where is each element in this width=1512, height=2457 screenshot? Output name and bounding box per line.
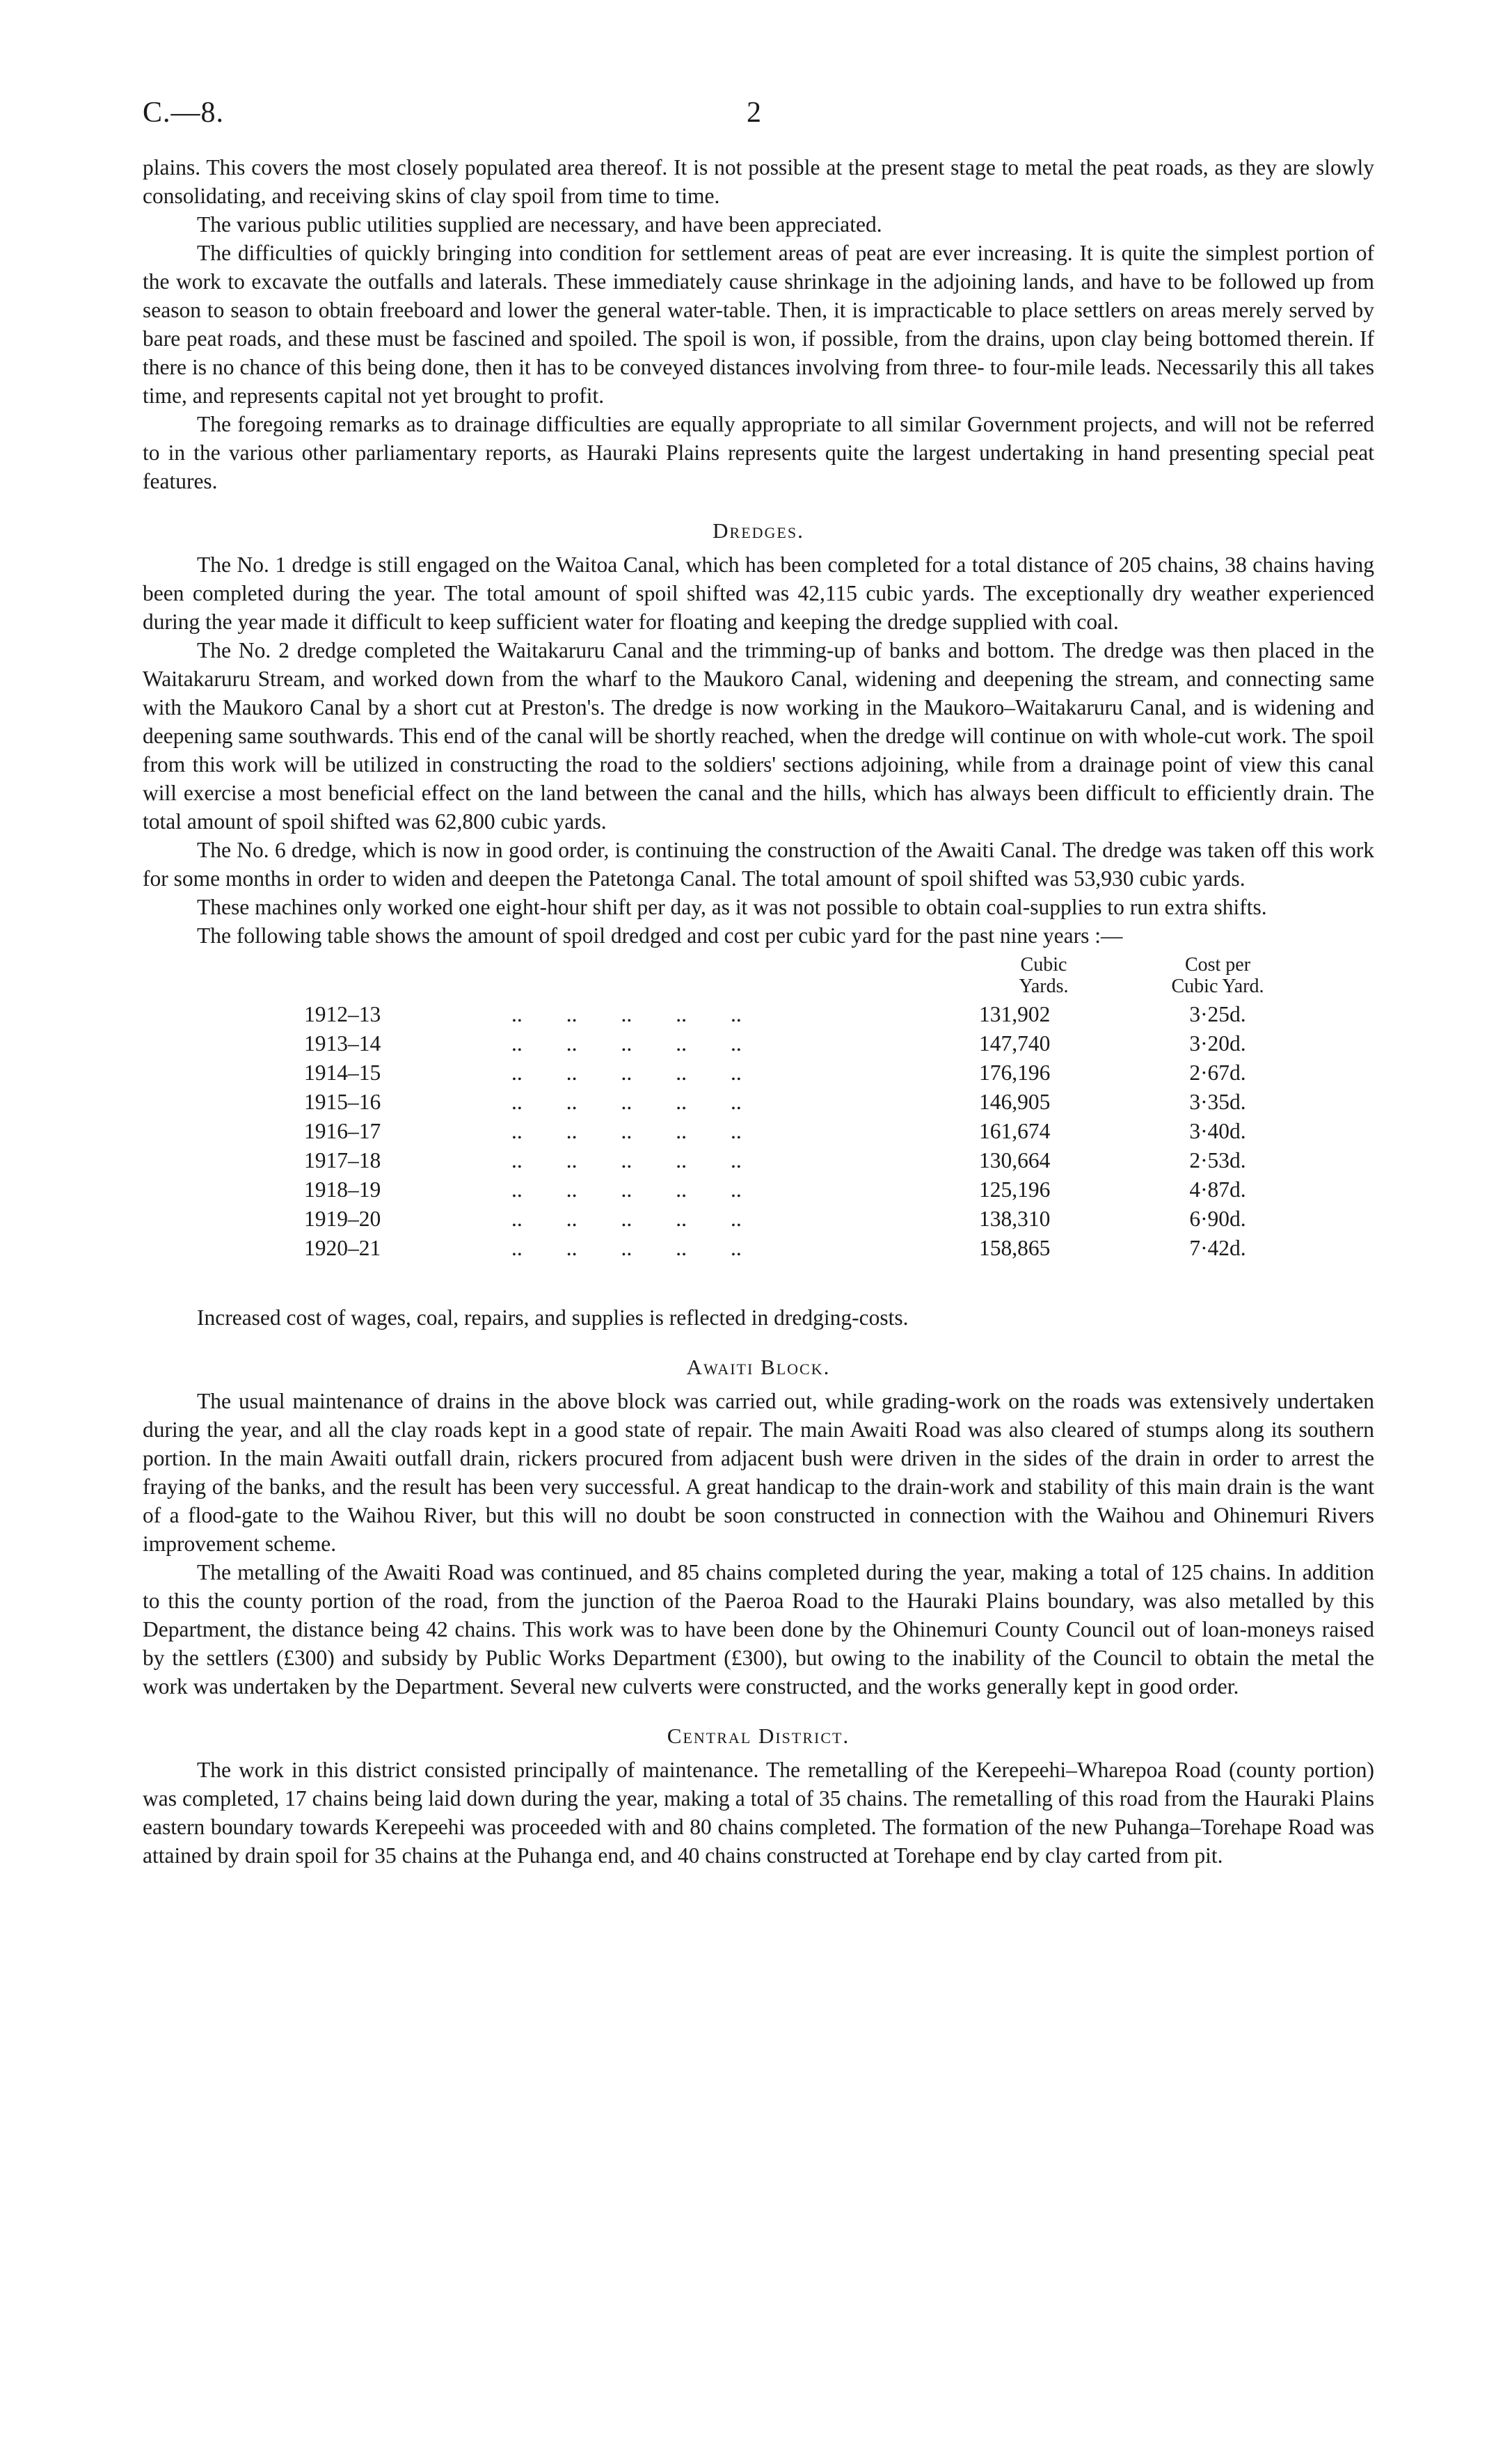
paragraph: The work in this district consisted principally of maintenance. The remetalling of the Kerepeehi–Wharepoa Road (county portion) was completed, 17 chains being laid down during the year, making a total of 35 chains. The remetalling of this road from the Hauraki Plains eastern boundary towards Kerepeehi was proceeded with and 80 chains completed. The formation of the new Puhanga–Torehape Road was attained by drain spoil for 35 chains at the Puhanga end, and 40 chains constructed at Torehape end by clay carted from pit. [143,1758,1374,1868]
cubic-yards-cell: 161,674 [979,1119,1051,1143]
table-row [143,1175,1374,1204]
year-cell: 1920–21 [304,1236,381,1260]
column-header-cubic-yards: Cubic Yards. [1019,954,1069,997]
cost-cell: 3·40d. [1189,1119,1246,1143]
year-cell: 1912–13 [304,1002,381,1026]
paragraph: The metalling of the Awaiti Road was continued, and 85 chains completed during the year, making a total of 125 chains. In addition to this the county portion of the road, from the junction of the Paeroa Road to the Hauraki Plains boundary, was also metalled by this Department, the distance being 42 chains. This work was to have been done by the Ohinemuri County Council out of loan-moneys raised by the settlers (£300) and subsidy by Public Works Department (£300), but owing to the inability of the Council to obtain the metal the work was undertaken by the Department. Several new culverts were constructed, and the works generally kept in good order. [143,1560,1374,1699]
document-body [143,153,1374,1870]
section-heading-central-district: Central District. [667,1724,850,1748]
cost-cell: 6·90d. [1189,1207,1246,1231]
cubic-yards-cell: 131,902 [979,1002,1051,1026]
cubic-yards-cell: 147,740 [979,1031,1051,1056]
section-heading-awaiti-block: Awaiti Block. [686,1355,831,1379]
table-row [143,1117,1374,1146]
document-page [143,96,1374,1870]
dot-leader: .. .. .. .. .. [511,1060,742,1085]
cubic-yards-cell: 130,664 [979,1148,1051,1172]
table-row [143,1146,1374,1175]
year-cell: 1917–18 [304,1148,381,1172]
dot-leader: .. .. .. .. .. [511,1090,742,1114]
dredging-cost-table [143,954,1374,1299]
table-row [143,1000,1374,1029]
cubic-yards-cell: 146,905 [979,1090,1051,1114]
dot-leader: .. .. .. .. .. [511,1031,742,1056]
cost-cell: 2·67d. [1189,1060,1246,1085]
year-cell: 1919–20 [304,1207,381,1231]
paragraph: The difficulties of quickly bringing into condition for settlement areas of peat are ever increasing. It is quite the simplest portion of the work to excavate the outfalls and laterals. These immediately cause shrinkage in the adjoining lands, and have to be followed up from season to season to obtain freeboard and lower the general water-table. Then, it is impracticable to place settlers on areas merely served by bare peat roads, and these must be fascined and spoiled. The spoil is won, if possible, from the drains, upon clay being bottomed therein. If there is no chance of this being done, then it has to be conveyed distances involving from three- to four-mile leads. Necessarily this all takes time, and represents capital not yet brought to profit. [143,241,1374,408]
year-cell: 1915–16 [304,1090,381,1114]
cubic-yards-cell: 176,196 [979,1060,1051,1085]
paragraph: These machines only worked one eight-hour shift per day, as it was not possible to obtain coal-supplies to run extra shifts. [197,895,1267,919]
paragraph: plains. This covers the most closely populated area thereof. It is not possible at the present stage to metal the peat roads, as they are slowly consolidating, and receiving skins of clay spoil from time to time. [143,155,1374,208]
cost-cell: 7·42d. [1189,1236,1246,1260]
cubic-yards-cell: 138,310 [979,1207,1051,1231]
paragraph: The No. 2 dredge completed the Waitakaruru Canal and the trimming-up of banks and bottom. The dredge was then placed in the Waitakaruru Stream, and worked down from the wharf to the Maukoro Canal, widening and deepening the stream, and connecting same with the Maukoro Canal by a short cut at Preston's. The dredge is now working in the Maukoro–Waitakaruru Canal, and is widening and deepening same southwards. This end of the canal will be shortly reached, when the dredge will continue on with whole-cut work. The spoil from this work will be utilized in constructing the road to the soldiers' sections adjoining, while from a drainage point of view this canal will exercise a most beneficial effect on the land between the canal and the hills, which has always been difficult to efficiently drain. The total amount of spoil shifted was 62,800 cubic yards. [143,638,1374,834]
year-cell: 1913–14 [304,1031,381,1056]
paragraph: The various public utilities supplied are necessary, and have been appreciated. [197,212,882,237]
cubic-yards-cell: 125,196 [979,1177,1051,1202]
dot-leader: .. .. .. .. .. [511,1177,742,1202]
table-row [143,1058,1374,1088]
dot-leader: .. .. .. .. .. [511,1119,742,1143]
year-cell: 1914–15 [304,1060,381,1085]
paragraph: The following table shows the amount of spoil dredged and cost per cubic yard for the past nine years :— [197,923,1123,948]
dot-leader: .. .. .. .. .. [511,1207,742,1231]
table-row [143,1204,1374,1234]
table-row [143,1088,1374,1117]
year-cell: 1918–19 [304,1177,381,1202]
document-reference: C.—8. [143,97,225,129]
year-cell: 1916–17 [304,1119,381,1143]
paragraph: The usual maintenance of drains in the above block was carried out, while grading-work on the roads was extensively undertaken during the year, and all the clay roads kept in a good state of repair. The main Awaiti Road was also cleared of stumps along its southern portion. In the main Awaiti outfall drain, rickers procured from adjacent bush were driven in the sides of the drain in order to arrest the fraying of the banks, and the result has been very successful. A great handicap to the drain-work and stability of this main drain is the want of a flood-gate to the Waihou River, but this will no doubt be soon constructed in connection with the Waihou and Ohinemuri Rivers improvement scheme. [143,1389,1374,1556]
paragraph: The foregoing remarks as to drainage difficulties are equally appropriate to all similar Government projects, and will not be referred to in the various other parliamentary reports, as Hauraki Plains represents quite the largest undertaking in hand presenting special peat features. [143,412,1374,493]
cost-cell: 3·20d. [1189,1031,1246,1056]
paragraph: The No. 6 dredge, which is now in good order, is continuing the construction of the Awaiti Canal. The dredge was taken off this work for some months in order to widen and deepen the Patetonga Canal. The total amount of spoil shifted was 53,930 cubic yards. [143,838,1374,891]
cost-cell: 3·35d. [1189,1090,1246,1114]
dot-leader: .. .. .. .. .. [511,1002,742,1026]
table-row [143,1029,1374,1058]
dot-leader: .. .. .. .. .. [511,1236,742,1260]
cost-cell: 4·87d. [1189,1177,1246,1202]
paragraph: The No. 1 dredge is still engaged on the Waitoa Canal, which has been completed for a total distance of 205 chains, 38 chains having been completed during the year. The total amount of spoil shifted was 42,115 cubic yards. The exceptionally dry weather experienced during the year made it difficult to keep sufficient water for floating and keeping the dredge supplied with coal. [143,552,1374,634]
table-row [143,1234,1374,1263]
cost-cell: 2·53d. [1189,1148,1246,1172]
page-number: 2 [747,97,761,129]
column-header-cost: Cost per Cubic Yard. [1171,954,1264,997]
dot-leader: .. .. .. .. .. [511,1148,742,1172]
paragraph: Increased cost of wages, coal, repairs, and supplies is reflected in dredging-costs. [197,1305,909,1330]
cubic-yards-cell: 158,865 [979,1236,1051,1260]
table-body [143,1000,1374,1263]
cost-cell: 3·25d. [1189,1002,1246,1026]
page-header [143,96,1374,138]
section-heading-dredges: Dredges. [713,518,804,543]
